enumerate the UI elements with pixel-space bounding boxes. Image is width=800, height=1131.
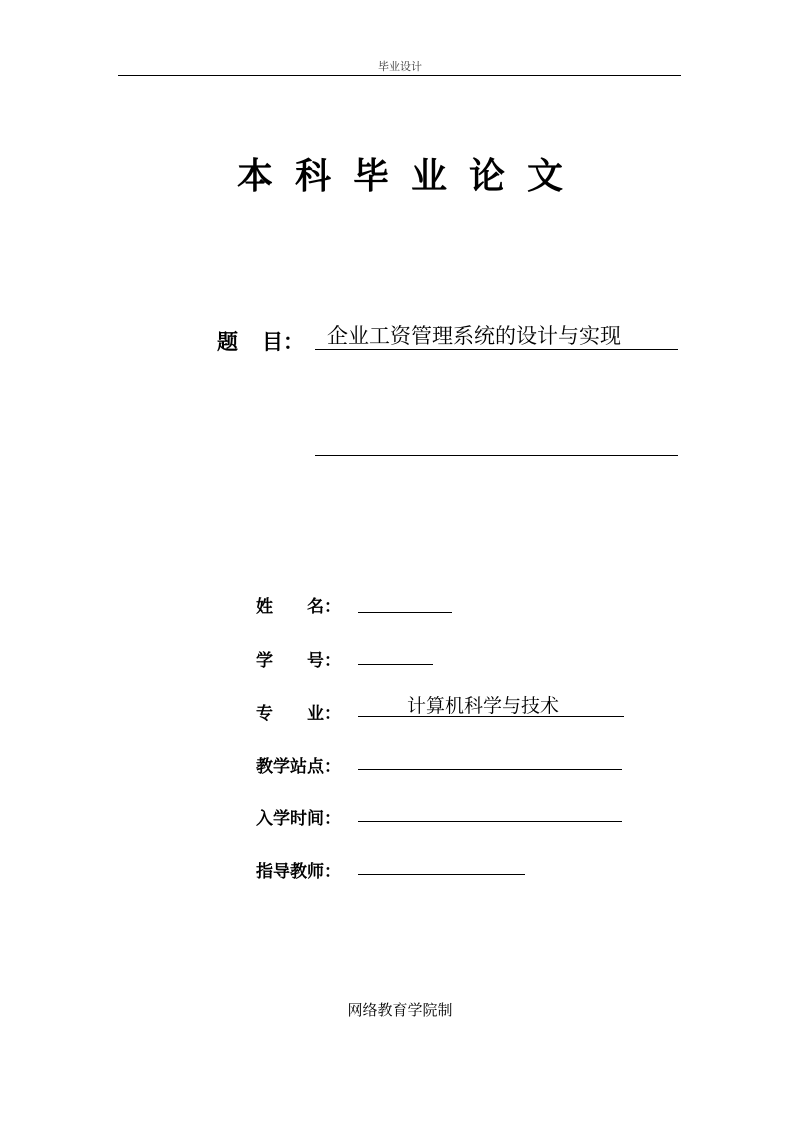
major-label: 专 业： bbox=[256, 704, 341, 724]
header-rule bbox=[118, 75, 681, 76]
major-field: 计算机科学与技术 bbox=[358, 695, 624, 717]
enrollment-time-field bbox=[358, 799, 622, 822]
enrollment-time-label: 入学时间： bbox=[256, 809, 341, 829]
footer-text: 网络教育学院制 bbox=[347, 1001, 453, 1019]
student-id-field bbox=[358, 642, 433, 665]
topic-value: 企业工资管理系统的设计与实现 bbox=[315, 322, 678, 350]
study-center-label: 教学站点： bbox=[256, 757, 341, 777]
topic-label-char-1: 题 bbox=[217, 330, 238, 354]
page-title: 本科毕业论文 bbox=[236, 156, 585, 197]
student-id-label: 学 号： bbox=[256, 651, 341, 671]
name-field bbox=[358, 590, 452, 613]
advisor-field bbox=[358, 852, 525, 875]
topic-label-char-2: 目： bbox=[262, 330, 304, 354]
advisor-label: 指导教师： bbox=[256, 862, 341, 882]
topic-second-line bbox=[315, 455, 678, 456]
study-center-field bbox=[358, 747, 622, 770]
name-label: 姓 名： bbox=[256, 597, 341, 617]
running-header: 毕业设计 bbox=[378, 60, 422, 73]
topic-label bbox=[217, 326, 304, 356]
